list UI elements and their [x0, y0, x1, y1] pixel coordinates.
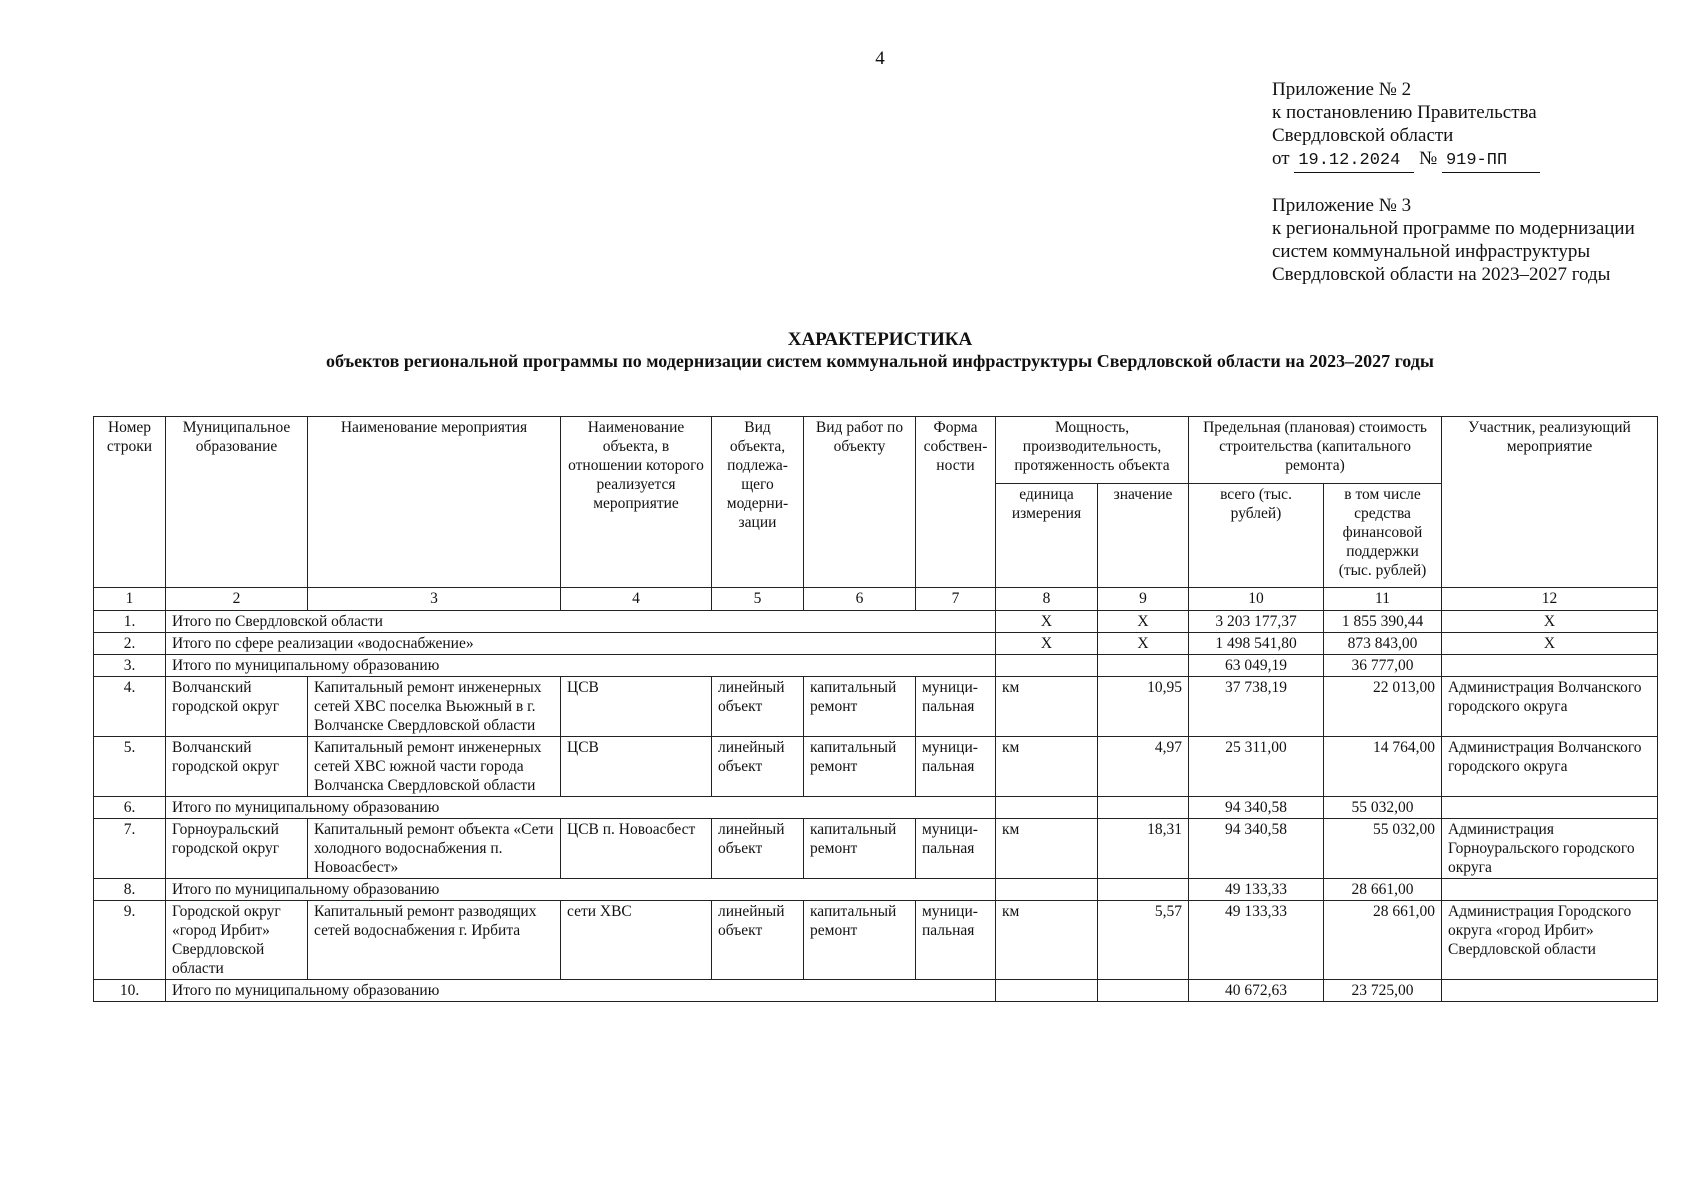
document-title: ХАРАКТЕРИСТИКА — [787, 329, 973, 350]
appendix-3-block — [1272, 194, 1635, 286]
support-cost-cell: 873 843,00 — [1324, 633, 1442, 655]
header-ownership: Форма собствен-ности — [916, 417, 996, 588]
support-cost-cell: 36 777,00 — [1324, 655, 1442, 677]
document-subtitle: объектов региональной программы по модернизации систем коммунальной инфраструктуры Свердловской области на 2023–2027 годы — [326, 351, 1434, 371]
ownership-cell: муници-пальная — [916, 737, 996, 797]
row-number: 1. — [94, 611, 166, 633]
total-label: Итого по муниципальному образованию — [166, 797, 996, 819]
header-cost: Предельная (плановая) стоимость строительства (капитального ремонта) — [1189, 417, 1442, 484]
object-name-cell: ЦСВ п. Новоасбест — [561, 819, 712, 879]
decree-date: 19.12.2024 — [1294, 149, 1414, 173]
header-capacity: Мощность, производительность, протяженность объекта — [996, 417, 1189, 484]
object-name-cell: ЦСВ — [561, 737, 712, 797]
unit-cell: км — [996, 901, 1098, 980]
work-type-cell: капитальный ремонт — [804, 677, 916, 737]
ownership-cell: муници-пальная — [916, 819, 996, 879]
appendix-3-line: Свердловской области на 2023–2027 годы — [1272, 264, 1611, 285]
ownership-cell: муници-пальная — [916, 677, 996, 737]
table-row-total — [94, 633, 1658, 655]
value-cell: Х — [1098, 611, 1189, 633]
municipality-cell: Горноуральский городской округ — [166, 819, 308, 879]
support-cost-cell: 28 661,00 — [1324, 901, 1442, 980]
appendix-3-title: Приложение № 3 — [1272, 195, 1412, 216]
appendix-2-date-line — [1272, 147, 1540, 173]
value-cell — [1098, 797, 1189, 819]
row-number: 4. — [94, 677, 166, 737]
municipality-cell: Волчанский городской округ — [166, 677, 308, 737]
object-type-cell: линейный объект — [712, 901, 804, 980]
work-type-cell: капитальный ремонт — [804, 901, 916, 980]
support-cost-cell: 23 725,00 — [1324, 980, 1442, 1002]
total-label: Итого по муниципальному образованию — [166, 980, 996, 1002]
measure-cell: Капитальный ремонт разводящих сетей водоснабжения г. Ирбита — [308, 901, 561, 980]
value-cell: 18,31 — [1098, 819, 1189, 879]
unit-cell: км — [996, 819, 1098, 879]
table-row-item — [94, 819, 1658, 879]
participant-cell: Администрация Горноуральского городского округа — [1442, 819, 1658, 879]
total-cost-cell: 63 049,19 — [1189, 655, 1324, 677]
table-row-item — [94, 901, 1658, 980]
unit-cell — [996, 655, 1098, 677]
appendix-2-block — [1272, 78, 1540, 173]
row-number: 6. — [94, 797, 166, 819]
header-row-number: Номер строки — [94, 417, 166, 588]
unit-cell: Х — [996, 633, 1098, 655]
object-type-cell: линейный объект — [712, 677, 804, 737]
column-number: 5 — [712, 588, 804, 611]
work-type-cell: капитальный ремонт — [804, 819, 916, 879]
ownership-cell: муници-пальная — [916, 901, 996, 980]
support-cost-cell: 1 855 390,44 — [1324, 611, 1442, 633]
column-number: 12 — [1442, 588, 1658, 611]
participant-cell — [1442, 655, 1658, 677]
row-number: 9. — [94, 901, 166, 980]
total-cost-cell: 37 738,19 — [1189, 677, 1324, 737]
number-label: № — [1419, 148, 1438, 169]
total-label: Итого по сфере реализации «водоснабжение» — [166, 633, 996, 655]
participant-cell — [1442, 879, 1658, 901]
row-number: 7. — [94, 819, 166, 879]
municipality-cell: Городской округ «город Ирбит» Свердловской области — [166, 901, 308, 980]
header-object-type: Вид объекта, подлежа-щего модерни-зации — [712, 417, 804, 588]
column-number: 2 — [166, 588, 308, 611]
total-cost-cell: 94 340,58 — [1189, 797, 1324, 819]
appendix-3-line: систем коммунальной инфраструктуры — [1272, 241, 1591, 262]
header-incl-support: в том числе средства финансовой поддержки (тыс. рублей) — [1324, 484, 1442, 588]
table-row-total — [94, 655, 1658, 677]
value-cell: 4,97 — [1098, 737, 1189, 797]
municipality-cell: Волчанский городской округ — [166, 737, 308, 797]
row-number: 8. — [94, 879, 166, 901]
value-cell — [1098, 879, 1189, 901]
total-cost-cell: 25 311,00 — [1189, 737, 1324, 797]
table-row-total — [94, 980, 1658, 1002]
participant-cell: Х — [1442, 611, 1658, 633]
value-cell: 5,57 — [1098, 901, 1189, 980]
row-number: 10. — [94, 980, 166, 1002]
total-label: Итого по муниципальному образованию — [166, 879, 996, 901]
header-row — [94, 417, 1658, 484]
column-number: 11 — [1324, 588, 1442, 611]
total-cost-cell: 40 672,63 — [1189, 980, 1324, 1002]
column-number: 10 — [1189, 588, 1324, 611]
object-type-cell: линейный объект — [712, 819, 804, 879]
total-cost-cell: 1 498 541,80 — [1189, 633, 1324, 655]
participant-cell: Администрация Городского округа «город Ирбит» Свердловской области — [1442, 901, 1658, 980]
value-cell — [1098, 980, 1189, 1002]
measure-cell: Капитальный ремонт инженерных сетей ХВС поселка Вьюжный в г. Волчанске Свердловской области — [308, 677, 561, 737]
header-participant: Участник, реализующий мероприятие — [1442, 417, 1658, 588]
measure-cell: Капитальный ремонт объекта «Сети холодного водоснабжения п. Новоасбест» — [308, 819, 561, 879]
column-number-row — [94, 588, 1658, 611]
value-cell: Х — [1098, 633, 1189, 655]
header-municipality: Муниципальное образование — [166, 417, 308, 588]
table-row-total — [94, 797, 1658, 819]
object-type-cell: линейный объект — [712, 737, 804, 797]
row-number: 2. — [94, 633, 166, 655]
support-cost-cell: 22 013,00 — [1324, 677, 1442, 737]
support-cost-cell: 28 661,00 — [1324, 879, 1442, 901]
from-label: от — [1272, 148, 1290, 169]
column-number: 4 — [561, 588, 712, 611]
participant-cell: Х — [1442, 633, 1658, 655]
table-row-item — [94, 737, 1658, 797]
participant-cell: Администрация Волчанского городского округа — [1442, 737, 1658, 797]
header-measure: Наименование мероприятия — [308, 417, 561, 588]
support-cost-cell: 55 032,00 — [1324, 797, 1442, 819]
unit-cell: км — [996, 737, 1098, 797]
participant-cell — [1442, 980, 1658, 1002]
unit-cell — [996, 797, 1098, 819]
objects-table — [93, 416, 1658, 1002]
unit-cell — [996, 980, 1098, 1002]
appendix-3-line: к региональной программе по модернизации — [1272, 218, 1635, 239]
appendix-2-line: к постановлению Правительства — [1272, 102, 1537, 123]
header-work-type: Вид работ по объекту — [804, 417, 916, 588]
value-cell: 10,95 — [1098, 677, 1189, 737]
participant-cell: Администрация Волчанского городского округа — [1442, 677, 1658, 737]
header-object-name: Наименование объекта, в отношении которого реализуется мероприятие — [561, 417, 712, 588]
total-label: Итого по муниципальному образованию — [166, 655, 996, 677]
total-cost-cell: 49 133,33 — [1189, 879, 1324, 901]
column-number: 8 — [996, 588, 1098, 611]
object-name-cell: сети ХВС — [561, 901, 712, 980]
decree-number: 919-ПП — [1442, 149, 1540, 173]
value-cell — [1098, 655, 1189, 677]
unit-cell — [996, 879, 1098, 901]
header-unit: единица измерения — [996, 484, 1098, 588]
total-label: Итого по Свердловской области — [166, 611, 996, 633]
total-cost-cell: 94 340,58 — [1189, 819, 1324, 879]
table-row-total — [94, 879, 1658, 901]
appendix-2-title: Приложение № 2 — [1272, 79, 1412, 100]
unit-cell: км — [996, 677, 1098, 737]
participant-cell — [1442, 797, 1658, 819]
column-number: 9 — [1098, 588, 1189, 611]
column-number: 7 — [916, 588, 996, 611]
row-number: 3. — [94, 655, 166, 677]
measure-cell: Капитальный ремонт инженерных сетей ХВС южной части города Волчанска Свердловской области — [308, 737, 561, 797]
row-number: 5. — [94, 737, 166, 797]
header-total: всего (тыс. рублей) — [1189, 484, 1324, 588]
appendix-2-line: Свердловской области — [1272, 125, 1454, 146]
column-number: 6 — [804, 588, 916, 611]
header-value: значение — [1098, 484, 1189, 588]
object-name-cell: ЦСВ — [561, 677, 712, 737]
total-cost-cell: 49 133,33 — [1189, 901, 1324, 980]
support-cost-cell: 55 032,00 — [1324, 819, 1442, 879]
table-row-item — [94, 677, 1658, 737]
support-cost-cell: 14 764,00 — [1324, 737, 1442, 797]
column-number: 3 — [308, 588, 561, 611]
page-number: 4 — [875, 48, 885, 69]
total-cost-cell: 3 203 177,37 — [1189, 611, 1324, 633]
unit-cell: Х — [996, 611, 1098, 633]
work-type-cell: капитальный ремонт — [804, 737, 916, 797]
table-row-total — [94, 611, 1658, 633]
column-number: 1 — [94, 588, 166, 611]
